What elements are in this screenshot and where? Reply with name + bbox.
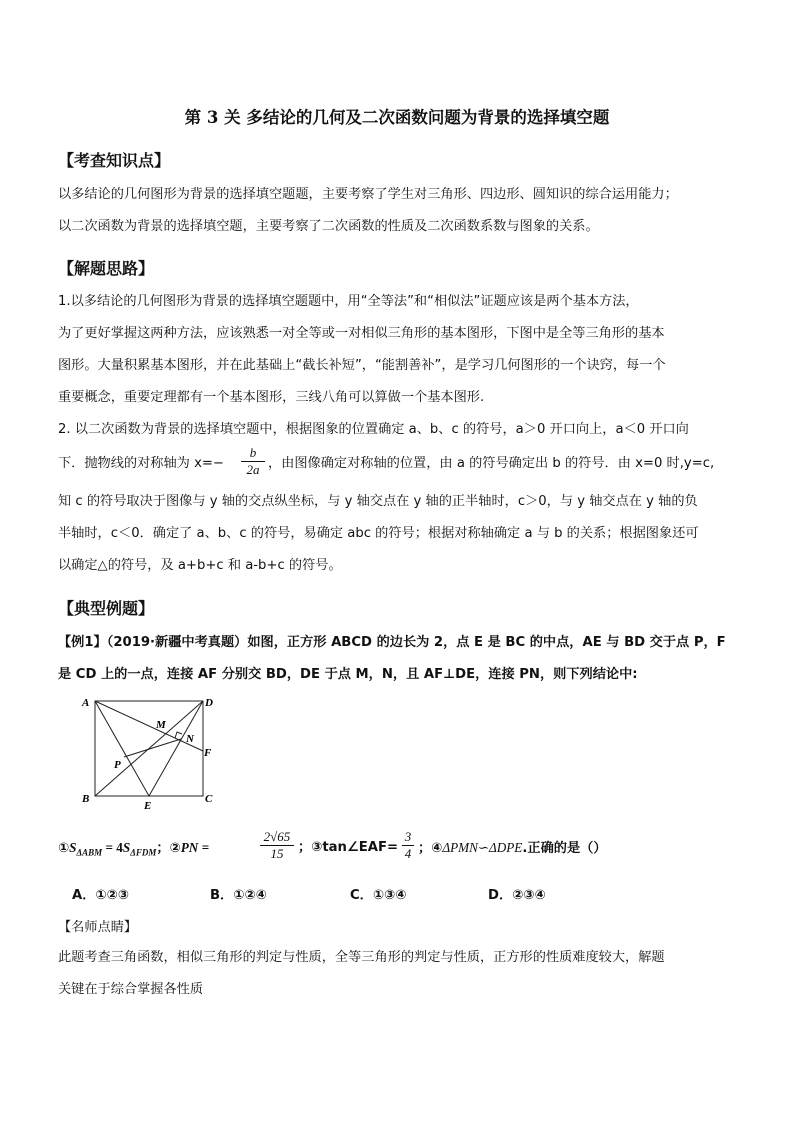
paragraph-line: 2. 以二次函数为背景的选择填空题中，根据图象的位置确定 a、b、c 的符号，a＞0 开口向上，a＜0 开口向	[58, 422, 689, 437]
fraction-denominator: 2a	[241, 461, 265, 478]
example-line-1	[58, 635, 726, 651]
example-tag: 【例1】	[58, 635, 107, 650]
fraction-numerator: b	[249, 445, 257, 460]
paragraph-line: 以多结论的几何图形为背景的选择填空题题，主要考察了学生对三角形、四边形、圆知识的综合运用能力；	[58, 187, 678, 202]
section-heading-examples: 【典型例题】	[58, 599, 155, 618]
comment-line: 关键在于综合掌握各性质	[58, 982, 204, 997]
axis-fraction	[241, 445, 265, 478]
comment-line: 此题考查三角函数，相似三角形的判定与性质，全等三角形的判定与性质，正方形的性质难度较大，解题	[58, 950, 665, 965]
geometry-figure	[78, 694, 218, 810]
paragraph-line: 图形。大量积累基本图形，并在此基础上“截长补短”，“能割善补”，是学习几何图形的一个诀窍，每一个	[58, 358, 666, 373]
label-n: N	[186, 733, 194, 745]
label-c: C	[205, 793, 213, 805]
label-d: D	[205, 697, 213, 709]
segment-bd	[95, 701, 203, 796]
label-b: B	[82, 793, 90, 805]
option-d: D．②③④	[488, 888, 546, 903]
option-c: C．①③④	[350, 888, 407, 903]
option-b: B．①②④	[210, 888, 267, 903]
segment-ae	[95, 701, 149, 796]
example-line-2: 是 CD 上的一点，连接 AF 分别交 BD，DE 于点 M，N，且 AF⊥DE，连接 PN，则下列结论中:	[58, 667, 638, 682]
option-a: A．①②③	[72, 888, 129, 903]
label-a: A	[82, 697, 90, 709]
statement-3-text: ；③tan∠EAF=	[298, 840, 399, 855]
paragraph-line: 以确定△的符号，及 a+b+c 和 a-b+c 的符号。	[58, 558, 342, 573]
section-heading-approach: 【解题思路】	[58, 259, 155, 278]
paragraph-line: 半轴时，c＜0．确定了 a、b、c 的符号，易确定 abc 的符号；根据对称轴确定 a 与 b 的关系；根据图象还可	[58, 526, 699, 541]
right-angle-mark	[175, 732, 182, 738]
example-text: 如图，正方形 ABCD 的边长为 2，点 E 是 BC 的中点，AE 与 BD 交于点 P，F	[247, 635, 726, 650]
segment-de	[149, 701, 203, 796]
paragraph-line: 以二次函数为背景的选择填空题，主要考察了二次函数的性质及二次函数系数与图象的关系。	[58, 219, 599, 234]
paragraph-line: 重要概念，重要定理都有一个基本图形，三线八角可以算做一个基本图形.	[58, 390, 485, 405]
section-heading-knowledge: 【考查知识点】	[58, 151, 171, 170]
paragraph-line: 知 c 的符号取决于图像与 y 轴的交点纵坐标，与 y 轴交点在 y 轴的正半轴时，c＞0，与 y 轴交点在 y 轴的负	[58, 494, 698, 509]
comment-heading: 【名师点睛】	[58, 920, 138, 935]
tan-fraction: $\frac{3}{4}$	[402, 829, 414, 862]
example-source: （2019·新疆中考真题）	[106, 635, 248, 650]
paragraph-line: ，由图像确定对称轴的位置，由 a 的符号确定出 b 的符号．由 x=0 时,y=c,	[268, 456, 715, 471]
label-p: P	[114, 759, 121, 771]
pn-fraction: $\frac{2√65}{15}$	[260, 829, 294, 862]
statement-4-text: ；④ΔPMN∽ΔDPE.正确的是（）	[418, 840, 607, 856]
label-f: F	[204, 747, 212, 759]
paragraph-line: 下．抛物线的对称轴为 x=−	[58, 456, 224, 471]
paragraph-line: 1.以多结论的几何图形为背景的选择填空题题中，用“全等法”和“相似法”证题应该是两个基本方法，	[58, 294, 639, 309]
statements-line: $①S_{\Delta ABM} = 4S_{\Delta FDM}$；②PN =	[58, 840, 210, 858]
paragraph-line: 为了更好掌握这两种方法，应该熟悉一对全等或一对相似三角形的基本图形，下图中是全等三角形的基本	[58, 326, 665, 341]
page-title: 第 3 关 多结论的几何及二次函数问题为背景的选择填空题	[184, 108, 610, 127]
label-e: E	[144, 800, 152, 810]
label-m: M	[156, 719, 166, 731]
